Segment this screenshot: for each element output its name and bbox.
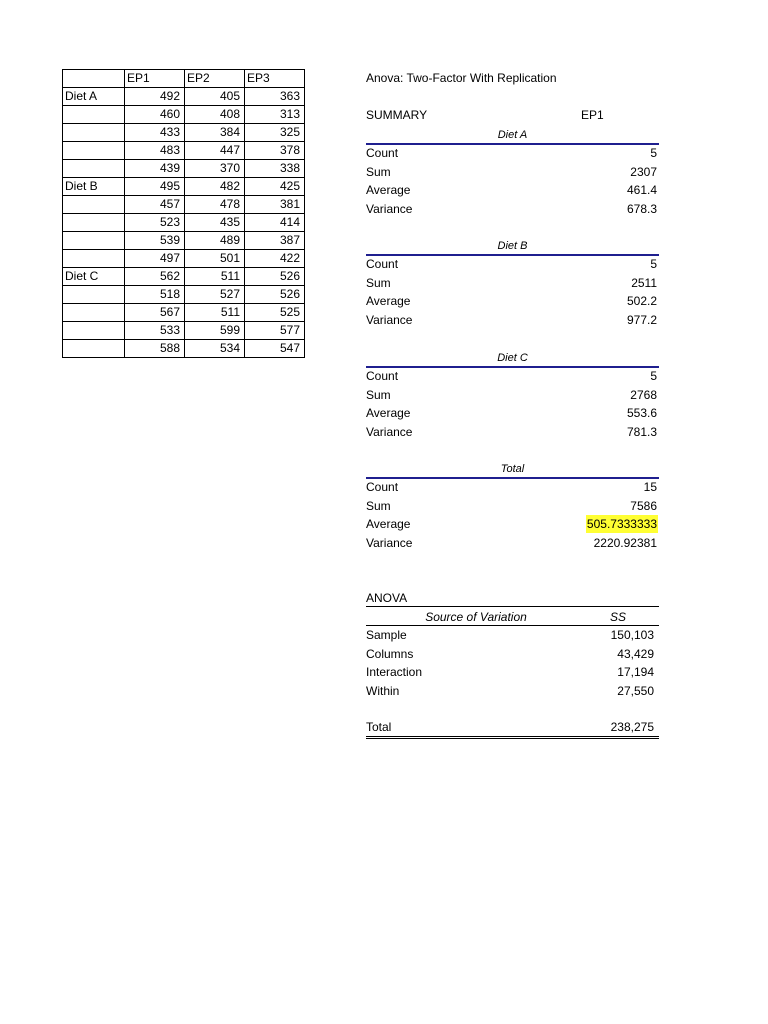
anova-ss-value: 150,103 [610, 628, 654, 642]
table-cell: 534 [185, 340, 245, 358]
stat-row [366, 255, 659, 274]
stat-value: 2220.92381 [593, 535, 657, 550]
stat-value: 2511 [631, 275, 657, 290]
summary-label: SUMMARY [366, 108, 428, 122]
stat-label: Sum [366, 387, 391, 402]
anova-row [366, 663, 659, 682]
stat-row [366, 423, 659, 442]
stat-value: 2768 [630, 387, 657, 402]
table-cell: 433 [125, 124, 185, 142]
stat-value: 15 [643, 480, 657, 494]
table-header-cell: EP3 [245, 70, 305, 88]
anova-total-value: 238,275 [610, 720, 654, 734]
table-cell: 457 [125, 196, 185, 214]
ss-header: SS [609, 610, 626, 624]
table-header-cell: EP1 [125, 70, 185, 88]
stat-label: Variance [366, 535, 413, 550]
stat-row [366, 515, 659, 534]
table-cell: 478 [185, 196, 245, 214]
anova-total-label: Total [366, 720, 392, 734]
stat-row [366, 181, 659, 200]
stat-row [366, 478, 659, 497]
stat-label: Count [366, 257, 399, 271]
table-cell: 599 [185, 322, 245, 340]
stat-row [366, 386, 659, 405]
report-title: Anova: Two-Factor With Replication [366, 71, 557, 85]
stat-value: 461.4 [626, 183, 657, 198]
stat-label: Count [366, 369, 399, 383]
stat-row [366, 163, 659, 182]
stat-row [366, 497, 659, 516]
table-cell: 439 [125, 160, 185, 178]
table-cell: 363 [245, 88, 305, 106]
stat-label: Average [366, 183, 411, 198]
table-cell: 562 [125, 268, 185, 286]
table-cell: 527 [185, 286, 245, 304]
table-cell: 518 [125, 286, 185, 304]
table-cell: 378 [245, 142, 305, 160]
stat-value: 5 [650, 369, 657, 383]
table-cell: 547 [245, 340, 305, 358]
stat-value: 5 [650, 257, 657, 271]
group-name: Diet A [497, 129, 528, 141]
anova-source-label: Within [366, 683, 400, 698]
table-cell: 501 [185, 250, 245, 268]
row-label-cell: Diet B [63, 178, 125, 196]
stat-row [366, 367, 659, 386]
table-cell: 511 [185, 304, 245, 322]
stat-label: Sum [366, 498, 391, 513]
anova-ss-value: 43,429 [617, 646, 654, 661]
stat-label: Sum [366, 164, 391, 179]
table-cell: 313 [245, 106, 305, 124]
stat-value: 781.3 [626, 424, 657, 439]
stat-row [366, 200, 659, 219]
stat-value: 5 [650, 146, 657, 160]
table-cell: 511 [185, 268, 245, 286]
stat-label: Average [366, 294, 411, 309]
stat-label: Count [366, 480, 399, 494]
table-cell: 405 [185, 88, 245, 106]
group-name: Total [500, 463, 525, 475]
anova-source-label: Interaction [366, 665, 423, 680]
table-cell: 533 [125, 322, 185, 340]
table-cell: 381 [245, 196, 305, 214]
stat-label: Variance [366, 201, 413, 216]
table-cell: 387 [245, 232, 305, 250]
table-cell: 577 [245, 322, 305, 340]
stat-value: 977.2 [626, 312, 657, 327]
anova-ss-value: 27,550 [617, 683, 654, 698]
anova-row [366, 682, 659, 701]
table-cell: 414 [245, 214, 305, 232]
stat-label: Variance [366, 312, 413, 327]
source-of-variation-header: Source of Variation [425, 610, 527, 624]
table-header-cell: EP2 [185, 70, 245, 88]
summary-column-header: EP1 [581, 108, 604, 122]
stat-row [366, 404, 659, 423]
anova-row [366, 626, 659, 645]
table-cell: 338 [245, 160, 305, 178]
table-cell: 539 [125, 232, 185, 250]
table-cell: 370 [185, 160, 245, 178]
table-cell: 526 [245, 268, 305, 286]
stat-row [366, 311, 659, 330]
group-name: Diet B [497, 240, 528, 252]
row-label-cell: Diet A [63, 88, 125, 106]
table-cell: 408 [185, 106, 245, 124]
group-name: Diet C [497, 352, 528, 364]
anova-label: ANOVA [366, 591, 408, 605]
table-cell: 425 [245, 178, 305, 196]
table-cell: 422 [245, 250, 305, 268]
anova-header-row [366, 608, 659, 626]
row-label-cell: Diet C [63, 268, 125, 286]
highlighted-stat-value: 505.7333333 [586, 517, 657, 532]
stat-value: 553.6 [626, 406, 657, 421]
anova-header-top-rule [366, 606, 659, 607]
anova-source-label: Columns [366, 646, 414, 661]
stat-row [366, 144, 659, 163]
table-cell: 489 [185, 232, 245, 250]
stat-value: 2307 [630, 164, 657, 179]
anova-source-label: Sample [366, 628, 407, 642]
stat-value: 678.3 [626, 201, 657, 216]
anova-row [366, 645, 659, 664]
table-cell: 567 [125, 304, 185, 322]
stat-value: 7586 [630, 498, 657, 513]
anova-total-row [366, 718, 659, 737]
stat-row [366, 274, 659, 293]
table-cell: 483 [125, 142, 185, 160]
table-cell: 525 [245, 304, 305, 322]
stat-label: Count [366, 146, 399, 160]
anova-bottom-rule [366, 736, 659, 739]
table-cell: 435 [185, 214, 245, 232]
table-cell: 460 [125, 106, 185, 124]
table-cell: 523 [125, 214, 185, 232]
stat-label: Variance [366, 424, 413, 439]
stat-value: 502.2 [626, 294, 657, 309]
table-cell: 492 [125, 88, 185, 106]
table-cell: 495 [125, 178, 185, 196]
stat-row [366, 534, 659, 553]
table-cell: 325 [245, 124, 305, 142]
table-cell: 588 [125, 340, 185, 358]
stat-label: Average [366, 517, 411, 532]
table-cell: 526 [245, 286, 305, 304]
stat-row [366, 292, 659, 311]
table-cell: 482 [185, 178, 245, 196]
table-cell: 447 [185, 142, 245, 160]
stat-label: Sum [366, 275, 391, 290]
table-cell: 384 [185, 124, 245, 142]
stat-label: Average [366, 406, 411, 421]
anova-ss-value: 17,194 [617, 665, 654, 680]
table-cell: 497 [125, 250, 185, 268]
